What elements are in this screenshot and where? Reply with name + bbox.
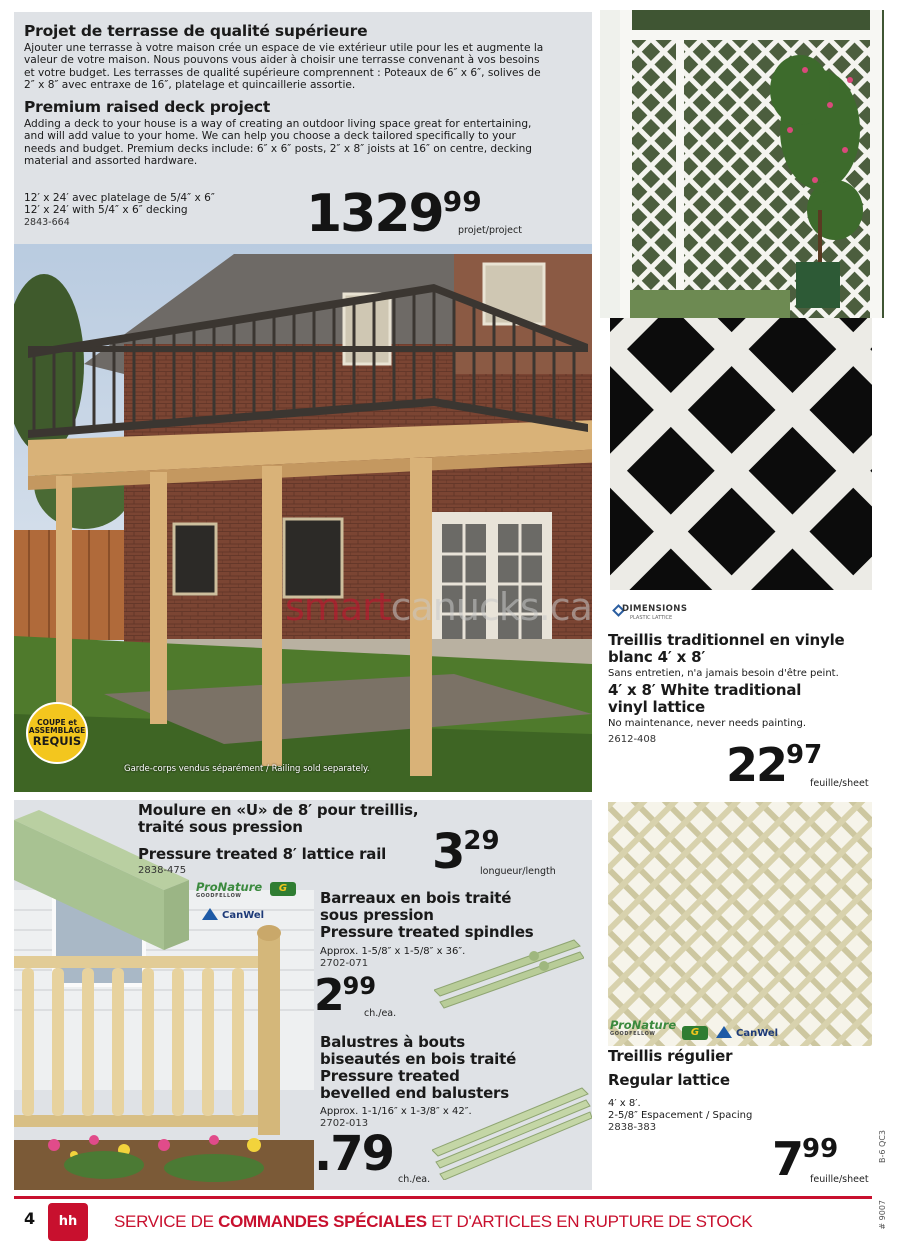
rail-title-fr xyxy=(138,802,418,836)
rail-title-fr-line: Moulure en «U» de 8′ pour treillis, xyxy=(138,801,419,819)
rail-price-dollars: 3 xyxy=(432,824,464,880)
balusters-sku: 2702-013 xyxy=(320,1118,369,1129)
rail-price-cents: 29 xyxy=(463,826,500,856)
balusters-size: Approx. 1-1/16″ x 1-3/8″ x 42″. xyxy=(320,1106,472,1117)
regular-price-cents: 99 xyxy=(802,1134,839,1164)
spindles-size: Approx. 1-5/8″ x 1-5/8″ x 36″. xyxy=(320,946,466,957)
vinyl-title-en-line: 4′ x 8′ White traditional xyxy=(608,681,802,699)
watermark xyxy=(285,585,592,629)
page-number: 4 xyxy=(24,1209,36,1228)
regular-title-fr: Treillis régulier xyxy=(608,1047,733,1065)
spindles-title-line: Barreaux en bois traité xyxy=(320,889,512,907)
deck-description-en xyxy=(24,118,580,168)
vinyl-lattice-closeup xyxy=(610,318,872,590)
vinyl-title-fr xyxy=(608,632,845,666)
balusters-title-line: bevelled end balusters xyxy=(320,1084,509,1102)
dimensions-brand: DIMENSIONS xyxy=(622,604,688,614)
goodfellow-text: GOODFELLOW xyxy=(610,1031,656,1037)
deck-photo xyxy=(14,244,592,792)
rail-title-fr-line: traité sous pression xyxy=(138,818,303,836)
pronature-logo xyxy=(196,880,262,899)
deck-price-cents: 99 xyxy=(442,185,482,218)
vinyl-note-en: No maintenance, never needs painting. xyxy=(608,718,807,729)
vinyl-note-fr: Sans entretien, n'a jamais besoin d'être peint. xyxy=(608,668,839,679)
watermark-text: smart xyxy=(285,585,391,629)
spindles-price-cents: 99 xyxy=(342,972,377,1000)
balusters-price-unit: ch./ea. xyxy=(398,1174,431,1185)
special-orders-banner xyxy=(114,1212,752,1232)
deck-description-en-line: and will add value to your home. We can help you choose a deck tailored specifically to your xyxy=(24,130,516,143)
regular-sku: 2838-383 xyxy=(608,1122,657,1133)
lattice-garden-image xyxy=(600,10,884,318)
pronature-logo xyxy=(610,1018,676,1037)
deck-description-fr-line: Ajouter une terrasse à votre maison crée un espace de vie extérieur utile pour les et augmente la xyxy=(24,42,544,54)
deck-price-dollars: 1329 xyxy=(306,184,443,244)
deck-title-fr: Projet de terrasse de qualité supérieure xyxy=(24,22,368,40)
balusters-price-dollars: .79 xyxy=(314,1126,394,1182)
badge-text: ASSEMBLAGE xyxy=(28,725,86,735)
regular-size: 4′ x 8′. xyxy=(608,1098,641,1109)
deck-spec-fr: 12′ x 24′ avec platelage de 5/4″ x 6″ xyxy=(24,192,215,204)
rail-sku: 2838-475 xyxy=(138,865,187,876)
spindles-sku: 2702-071 xyxy=(320,958,369,969)
deck-description-en-line: Adding a deck to your house is a way of creating an outdoor living space great for entertaining, xyxy=(24,118,532,130)
deck-description-en-line: material and assorted hardware. xyxy=(24,155,198,168)
pronature-logo-text: ProNature xyxy=(610,1018,677,1032)
gi-logo: G xyxy=(270,882,296,896)
deck-sku: 2843-664 xyxy=(24,216,70,228)
balusters-title-line: Balustres à bouts xyxy=(320,1033,465,1051)
lattice-garden-photo xyxy=(600,10,884,318)
deck-description-en-line: needs and budget. Premium decks include: 6″ x 6″ posts, 2″ x 8″ joists at 16″ on centre, decking xyxy=(24,142,533,155)
vinyl-lattice-image xyxy=(610,318,872,590)
pronature-logo-text: ProNature xyxy=(196,880,263,894)
banner-text-bold: COMMANDES SPÉCIALES xyxy=(218,1212,427,1231)
cut-assembly-required-badge xyxy=(26,702,88,764)
deck-description-fr-line: 2″ x 8″ avec entraxe de 16″, platelage et quincaillerie assortie. xyxy=(24,79,356,92)
regular-price-unit: feuille/sheet xyxy=(810,1174,869,1185)
deck-description-fr-line: valeur de votre maison. Nous pouvons vous aider à choisir une terrasse convenant à vos besoins xyxy=(24,54,540,67)
vinyl-price-dollars: 22 xyxy=(726,738,787,792)
banner-text: ET D'ARTICLES EN RUPTURE DE STOCK xyxy=(426,1212,753,1231)
badge-text: REQUIS xyxy=(32,733,82,748)
dimensions-brand-sub: PLASTIC LATTICE xyxy=(630,615,673,621)
deck-description-fr xyxy=(24,42,580,92)
side-code: B-6 QC3 xyxy=(878,1130,887,1163)
canwel-logo-icon xyxy=(716,1026,732,1038)
vinyl-title-fr-line: blanc 4′ x 8′ xyxy=(608,648,706,666)
gi-logo: G xyxy=(682,1026,708,1040)
rail-title-en: Pressure treated 8′ lattice rail xyxy=(138,845,387,863)
spindles-price-unit: ch./ea. xyxy=(364,1008,397,1019)
footer-banner xyxy=(14,1196,872,1246)
spindles-image xyxy=(434,930,584,1010)
regular-lattice-panel xyxy=(600,800,884,1190)
canwel-logo: CanWel xyxy=(222,910,265,921)
canwel-logo: CanWel xyxy=(736,1028,779,1039)
deck-price xyxy=(306,184,482,244)
spindles-title-line: sous pression xyxy=(320,906,434,924)
balusters-image xyxy=(432,1080,592,1180)
deck-title-en: Premium raised deck project xyxy=(24,98,271,116)
deck-description-fr-line: et votre budget. Les terrasses de qualité supérieure comprennent : Poteaux de 6″ x 6″, solives de xyxy=(24,66,541,79)
deck-price-unit: projet/project xyxy=(458,225,522,236)
banner-text: SERVICE DE xyxy=(114,1212,219,1231)
watermark-text: canucks.ca xyxy=(390,585,592,629)
goodfellow-text: GOODFELLOW xyxy=(196,893,242,899)
vinyl-title-fr-line: Treillis traditionnel en vinyle xyxy=(608,631,845,649)
vinyl-price-cents: 97 xyxy=(786,740,823,770)
deck-spec xyxy=(24,192,215,229)
regular-spacing: 2-5/8″ Espacement / Spacing xyxy=(608,1110,753,1121)
balusters-title-line: biseautés en bois traité xyxy=(320,1050,517,1068)
spindles-title-line: Pressure treated spindles xyxy=(320,923,534,941)
vinyl-price xyxy=(726,738,823,792)
deck-project-panel xyxy=(14,12,592,792)
vinyl-sku: 2612-408 xyxy=(608,734,657,745)
home-hardware-logo: hh xyxy=(48,1203,88,1241)
badge-text: COUPE et xyxy=(37,717,77,727)
lattice-rail-panel xyxy=(14,800,592,1190)
rail-price-unit: longueur/length xyxy=(480,866,556,877)
regular-price-dollars: 7 xyxy=(772,1132,803,1186)
balusters-title-line: Pressure treated xyxy=(320,1067,460,1085)
deck-spec-en: 12′ x 24′ with 5/4″ x 6″ decking xyxy=(24,204,188,217)
railing-caption: Garde-corps vendus séparément / Railing sold separately. xyxy=(124,764,370,774)
side-code-number: # 9007 xyxy=(878,1200,887,1230)
vinyl-title-en-line: vinyl lattice xyxy=(608,698,705,716)
spindles-price-dollars: 2 xyxy=(314,970,343,1021)
balusters-price xyxy=(314,1126,394,1182)
vinyl-price-unit: feuille/sheet xyxy=(810,778,869,789)
regular-lattice-image xyxy=(608,802,872,1046)
vinyl-lattice-panel xyxy=(600,598,884,794)
canwel-logo-icon xyxy=(202,908,218,920)
regular-title-en: Regular lattice xyxy=(608,1071,730,1089)
vinyl-title-en xyxy=(608,682,801,716)
